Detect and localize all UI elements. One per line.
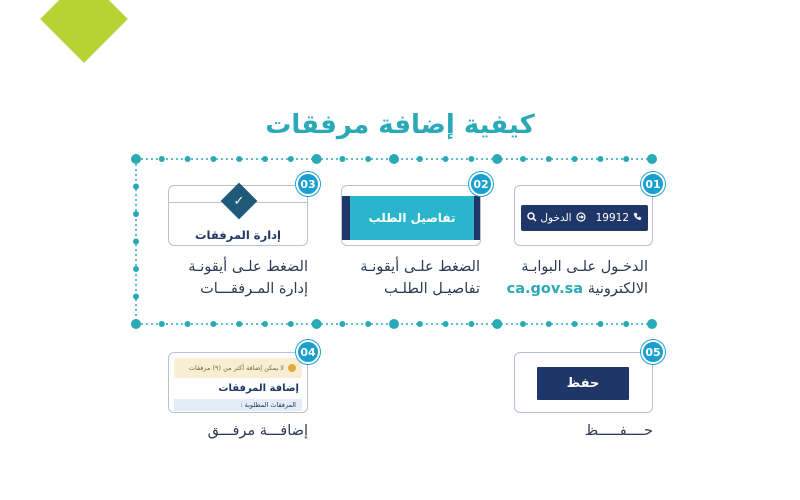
portal-navbar	[521, 205, 648, 231]
warning-icon	[288, 364, 296, 372]
portal-link[interactable]: ca.gov.sa	[506, 281, 584, 297]
phone-icon	[633, 212, 642, 224]
step-1-caption-line2: الالكترونية	[587, 281, 648, 297]
step-3-caption-line2: إدارة المـرفقـــات	[200, 281, 308, 297]
step-3-caption	[158, 256, 308, 300]
save-button[interactable]: حفظ	[537, 367, 629, 400]
step-1-badge: 01	[641, 172, 665, 196]
step-2-caption	[330, 256, 480, 300]
step-1-caption-line1: الدخـول علـى البوابـة	[521, 259, 648, 275]
phone-number: 19912	[595, 212, 629, 224]
login-link: الدخول	[540, 212, 572, 224]
page-title: كيفية إضافة مرفقات	[265, 110, 535, 140]
login-icon	[576, 212, 586, 225]
step-4-caption	[158, 420, 308, 442]
step-5-caption-line1: حــــفـــــظ	[584, 423, 653, 439]
step-1-caption	[498, 256, 648, 300]
step-5-badge: 05	[641, 340, 665, 364]
step-2-badge: 02	[469, 172, 493, 196]
search-icon	[527, 212, 537, 225]
step-2-caption-line2: تفاصيـل الطلـب	[384, 281, 480, 297]
step-3-card	[168, 185, 308, 246]
check-icon: ✓	[221, 183, 258, 220]
step-5-caption	[503, 420, 653, 442]
step-2-caption-line1: الضغط علـى أيقونـة	[360, 259, 480, 275]
add-attachments-heading: إضافة المرفقات	[218, 383, 299, 394]
request-details-banner: تفاصيل الطلب	[342, 196, 481, 240]
step-1-card	[514, 185, 653, 246]
attachment-limit-warning	[174, 358, 302, 378]
warning-text: لا يمكن إضافة أكثر من (٩) مرفقات	[188, 364, 284, 372]
step-3-badge: 03	[296, 172, 320, 196]
required-attachments-label: المرفقات المطلوبة :	[174, 399, 302, 411]
manage-attachments-label: إدارة المرفقات	[194, 228, 281, 242]
step-2-card	[341, 185, 481, 246]
step-4-badge: 04	[296, 340, 320, 364]
step-4-card	[168, 352, 308, 413]
step-3-caption-line1: الضغط علـى أيقونـة	[188, 259, 308, 275]
step-5-card	[514, 352, 653, 413]
step-4-caption-line1: إضافـــة مرفـــق	[207, 423, 308, 439]
